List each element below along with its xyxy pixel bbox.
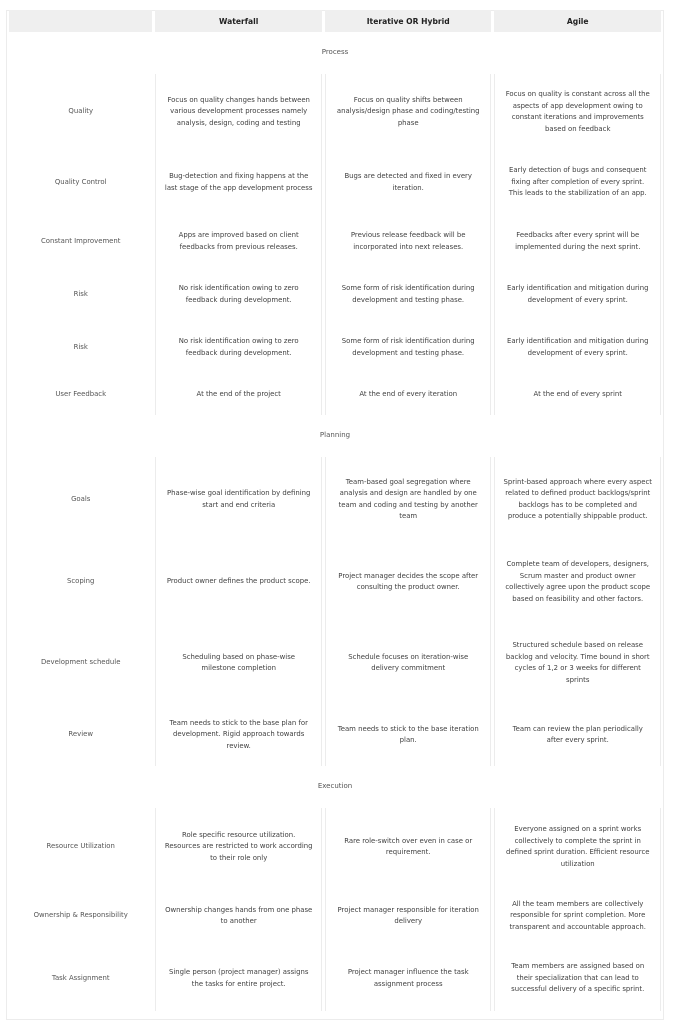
- agile-cell: Early identification and mitigation during development of every sprint.: [494, 321, 661, 374]
- waterfall-cell: At the end of the project: [155, 374, 322, 415]
- agile-cell: Structured schedule based on release backlog and velocity. Time bound in short cycles of 1,2 or 3 weeks for different sprints: [494, 622, 661, 704]
- waterfall-cell: Phase-wise goal identification by defining start and end criteria: [155, 457, 322, 542]
- table-row: [9, 321, 661, 374]
- hybrid-cell: Some form of risk identification during development and testing phase.: [325, 268, 492, 321]
- waterfall-cell: Single person (project manager) assigns the tasks for entire project.: [155, 946, 322, 1011]
- section-title: Execution: [317, 782, 353, 791]
- row-label: Scoping: [67, 577, 95, 586]
- row-label: Development schedule: [40, 658, 121, 667]
- header-row: [9, 10, 661, 32]
- waterfall-cell: Product owner defines the product scope.: [155, 542, 322, 622]
- hybrid-cell: Project manager responsible for iteration delivery: [325, 886, 492, 946]
- header-empty: [9, 10, 152, 32]
- row-label: Review: [68, 730, 94, 739]
- comparison-table-container: [6, 10, 664, 1011]
- waterfall-cell: Bug-detection and fixing happens at the last stage of the app development process: [155, 150, 322, 215]
- section-title: Process: [321, 48, 349, 57]
- waterfall-cell: No risk identification owing to zero feedback during development.: [155, 268, 322, 321]
- hybrid-cell: Team needs to stick to the base iteration plan.: [325, 704, 492, 766]
- agile-cell: At the end of every sprint: [494, 374, 661, 415]
- waterfall-cell: Scheduling based on phase-wise milestone completion: [155, 622, 322, 704]
- table-row: [9, 704, 661, 766]
- table-row: [9, 542, 661, 622]
- waterfall-cell: Ownership changes hands from one phase to another: [155, 886, 322, 946]
- hybrid-cell: Focus on quality shifts between analysis/design phase and coding/testing phase: [325, 74, 492, 150]
- agile-cell: Everyone assigned on a sprint works collectively to complete the sprint in defined sprint duration. Efficient resource utilization: [494, 808, 661, 886]
- table-row: [9, 268, 661, 321]
- hybrid-cell: Previous release feedback will be incorporated into next releases.: [325, 215, 492, 268]
- header-hybrid: Iterative OR Hybrid: [325, 10, 492, 32]
- table-row: [9, 886, 661, 946]
- table-row: [9, 622, 661, 704]
- header-agile: Agile: [494, 10, 661, 32]
- hybrid-cell: Some form of risk identification during development and testing phase.: [325, 321, 492, 374]
- agile-cell: Early identification and mitigation during development of every sprint.: [494, 268, 661, 321]
- agile-cell: Team can review the plan periodically after every sprint.: [494, 704, 661, 766]
- row-label: Goals: [71, 494, 91, 503]
- table-row: [9, 457, 661, 542]
- agile-cell: Early detection of bugs and consequent fixing after completion of every sprint. This leads to the stabilization of an app.: [494, 150, 661, 215]
- agile-cell: Focus on quality is constant across all the aspects of app development owing to constant iterations and improvements based on feedback: [494, 74, 661, 150]
- agile-cell: Feedbacks after every sprint will be implemented during the next sprint.: [494, 215, 661, 268]
- row-label: Quality: [68, 107, 94, 116]
- row-label: Risk: [73, 342, 88, 351]
- section-row-execution: [9, 766, 661, 808]
- section-row-planning: [9, 415, 661, 457]
- hybrid-cell: Project manager influence the task assignment process: [325, 946, 492, 1011]
- table-row: [9, 374, 661, 415]
- waterfall-cell: Role specific resource utilization. Resources are restricted to work according to their role only: [155, 808, 322, 886]
- hybrid-cell: Rare role-switch over even in case or requirement.: [325, 808, 492, 886]
- hybrid-cell: Schedule focuses on iteration-wise delivery commitment: [325, 622, 492, 704]
- agile-cell: Team members are assigned based on their specialization that can lead to successful delivery of a specific sprint.: [494, 946, 661, 1011]
- waterfall-cell: Apps are improved based on client feedbacks from previous releases.: [155, 215, 322, 268]
- row-label: Resource Utilization: [46, 842, 115, 851]
- row-label: Constant Improvement: [40, 236, 121, 245]
- agile-cell: All the team members are collectively responsible for sprint completion. More transparent and accountable approach.: [494, 886, 661, 946]
- row-label: Quality Control: [54, 177, 107, 186]
- hybrid-cell: Team-based goal segregation where analysis and design are handled by one team and coding and testing by another team: [325, 457, 492, 542]
- hybrid-cell: Bugs are detected and fixed in every iteration.: [325, 150, 492, 215]
- header-waterfall: Waterfall: [155, 10, 322, 32]
- section-title: Planning: [319, 431, 351, 440]
- row-label: Risk: [73, 289, 88, 298]
- waterfall-cell: Team needs to stick to the base plan for development. Rigid approach towards review.: [155, 704, 322, 766]
- methodology-comparison-table: [6, 10, 664, 1011]
- table-row: [9, 808, 661, 886]
- row-label: User Feedback: [55, 389, 107, 398]
- table-row: [9, 946, 661, 1011]
- table-row: [9, 74, 661, 150]
- agile-cell: Sprint-based approach where every aspect related to defined product backlogs/sprint backlogs has to be completed and produce a potentially shippable product.: [494, 457, 661, 542]
- hybrid-cell: At the end of every iteration: [325, 374, 492, 415]
- waterfall-cell: Focus on quality changes hands between various development processes namely analysis, design, coding and testing: [155, 74, 322, 150]
- row-label: Task Assignment: [51, 973, 110, 982]
- table-row: [9, 215, 661, 268]
- hybrid-cell: Project manager decides the scope after consulting the product owner.: [325, 542, 492, 622]
- agile-cell: Complete team of developers, designers, Scrum master and product owner collectively agree upon the product scope based on feasibility and other factors.: [494, 542, 661, 622]
- table-row: [9, 150, 661, 215]
- section-row-process: [9, 32, 661, 74]
- waterfall-cell: No risk identification owing to zero feedback during development.: [155, 321, 322, 374]
- row-label: Ownership & Responsibility: [33, 911, 128, 920]
